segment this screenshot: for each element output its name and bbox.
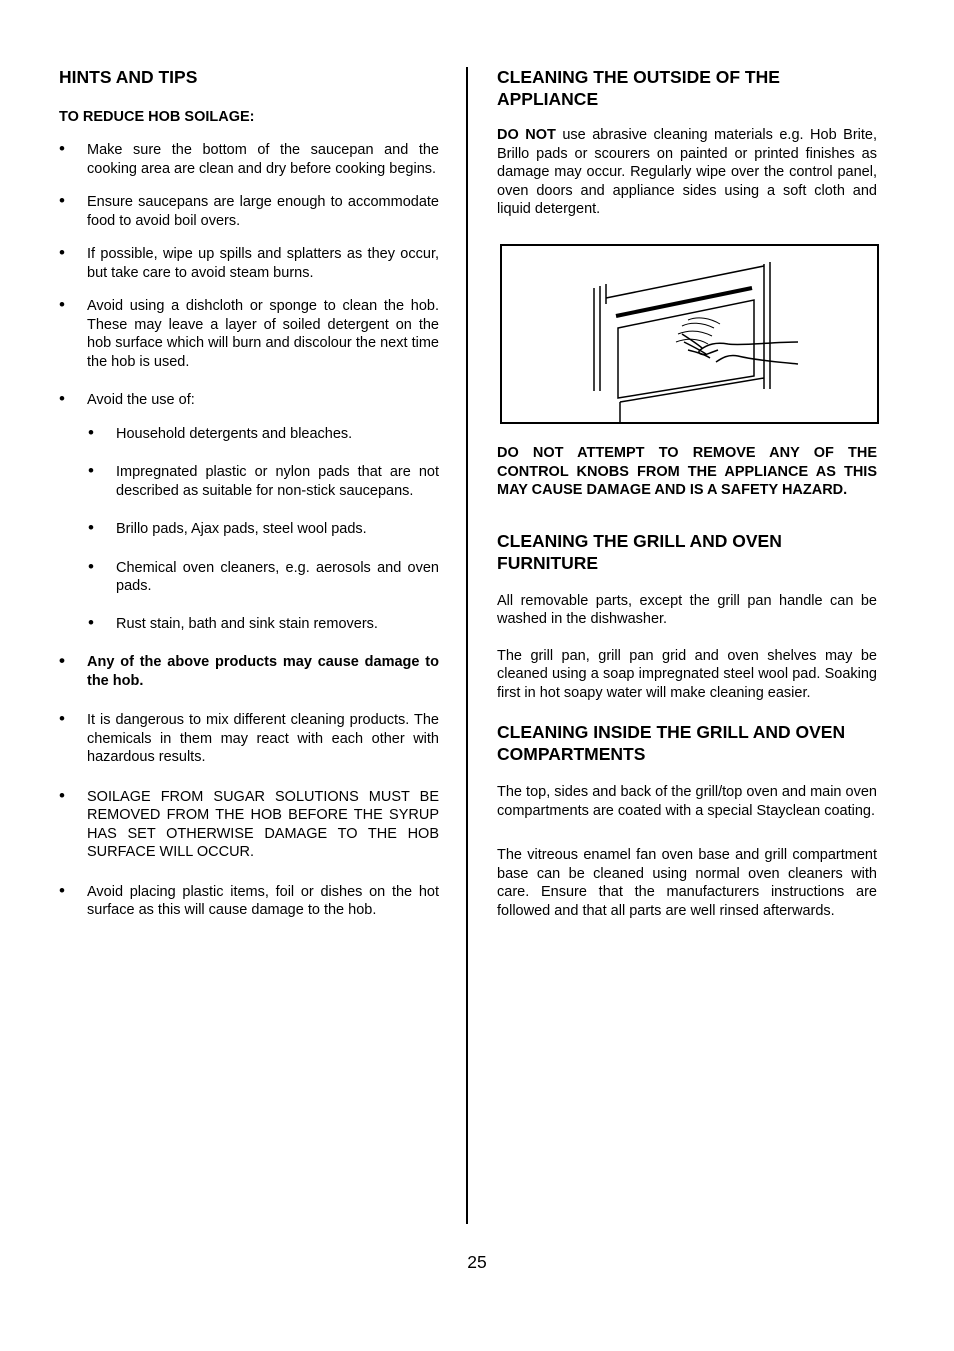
- list-item: • Avoid using a dishcloth or sponge to clean the hob. These may leave a layer of soiled detergent on the hob surface which will burn and discolour the next time the hob is used.: [59, 297, 439, 371]
- list-item: • If possible, wipe up spills and splatters as they occur, but take care to avoid steam burns.: [59, 245, 439, 282]
- outside-title: CLEANING THE OUTSIDE OF THE APPLIANCE: [497, 67, 780, 109]
- list-item: • It is dangerous to mix different cleaning products. The chemicals in them may react with each other with hazardous results.: [59, 711, 439, 767]
- list-item: • Any of the above products may cause damage to the hob.: [59, 653, 439, 690]
- hob-soilage-subtitle: TO REDUCE HOB SOILAGE:: [59, 109, 255, 125]
- inside-compartments-title: CLEANING INSIDE THE GRILL AND OVEN COMPARTMENTS: [497, 722, 846, 764]
- list-item: • Impregnated plastic or nylon pads that are not described as suitable for non-stick saucepans.: [59, 463, 439, 500]
- hints-title: HINTS AND TIPS: [59, 67, 198, 87]
- list-item: • Make sure the bottom of the saucepan and the cooking area are clean and dry before cooking begins.: [59, 141, 439, 178]
- list-item: • SOILAGE FROM SUGAR SOLUTIONS MUST BE REMOVED FROM THE HOB BEFORE THE SYRUP HAS SET OTHERWISE DAMAGE TO THE HOB SURFACE WILL OCCUR.: [59, 788, 439, 862]
- outside-text: use abrasive cleaning materials e.g. Hob Brite, Brillo pads or scourers on painted or printed finishes as damage may occur. Regularly wipe over the control panel, oven doors and appliance sides using a soft cloth and liquid detergent.: [497, 127, 877, 217]
- safety-warning: DO NOT ATTEMPT TO REMOVE ANY OF THE CONTROL KNOBS FROM THE APPLIANCE AS THIS MAY CAUSE DAMAGE AND IS A SAFETY HAZARD.: [497, 445, 877, 498]
- left-column: [59, 62, 439, 920]
- oven-cleaning-illustration: [500, 244, 879, 424]
- list-item: • Avoid the use of:: [59, 391, 439, 410]
- grill-paragraph-2: The grill pan, grill pan grid and oven shelves may be cleaned using a soap impregnated steel wool pad. Soaking first in hot soapy water will make cleaning easier.: [497, 647, 877, 701]
- hints-list: [59, 141, 439, 410]
- oven-door-wiping-drawing: [502, 246, 877, 422]
- list-item: • Ensure saucepans are large enough to accommodate food to avoid boil overs.: [59, 193, 439, 230]
- list-item: • Rust stain, bath and sink stain removers.: [59, 615, 439, 634]
- list-item: • Chemical oven cleaners, e.g. aerosols and oven pads.: [59, 559, 439, 596]
- right-column: [497, 62, 877, 219]
- right-column-lower: [497, 444, 877, 920]
- hints-list-continued: [59, 653, 439, 920]
- do-not-label: DO NOT: [497, 127, 556, 143]
- list-item: • Avoid placing plastic items, foil or dishes on the hot surface as this will cause damage to the hob.: [59, 883, 439, 920]
- column-divider: [466, 67, 468, 1224]
- page-number: 25: [467, 1252, 487, 1272]
- grill-furniture-title: CLEANING THE GRILL AND OVEN FURNITURE: [497, 530, 782, 573]
- grill-paragraph-1: All removable parts, except the grill pan handle can be washed in the dishwasher.: [497, 592, 877, 627]
- avoid-products-list: [59, 425, 439, 634]
- inside-paragraph-2: The vitreous enamel fan oven base and grill compartment base can be cleaned using normal oven cleaners with care. Ensure that the manufacturers instructions are followed and that all parts are well rinsed afterwards.: [497, 847, 877, 919]
- list-item: • Household detergents and bleaches.: [59, 425, 439, 444]
- inside-paragraph-1: The top, sides and back of the grill/top oven and main oven compartments are coated with a special Stayclean coating.: [497, 784, 877, 819]
- outside-paragraph: [497, 126, 877, 219]
- list-item: • Brillo pads, Ajax pads, steel wool pads.: [59, 520, 439, 539]
